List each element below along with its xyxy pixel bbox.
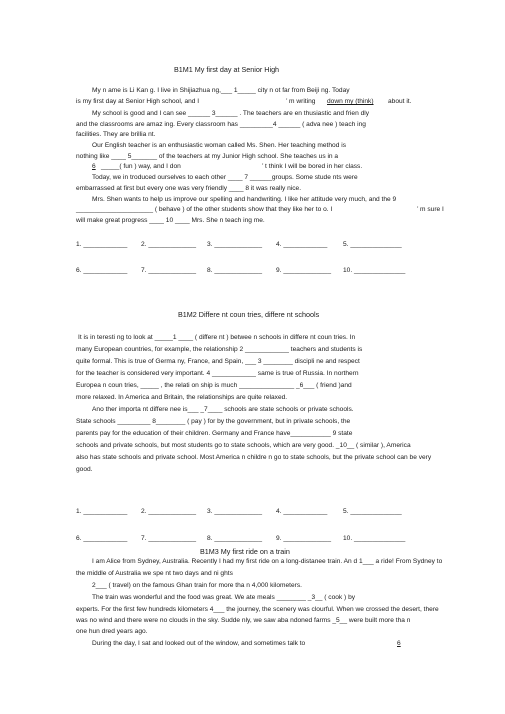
paragraph-line: ’ m writing [286,98,316,105]
paragraph-line: will make great progress ____ 10 ____ Mrs. She n teach ing me. [76,217,265,224]
paragraph-line: I am Alice from Sydney, Australia. Recently I had my first ride on a long-distanee train. An d 1___ a ride! From Sydney to [92,558,443,565]
answer-blank[interactable]: 8. _____________ [207,535,263,542]
paragraph-line: also has state schools and private school. Most America n childre n go to state schools, but the private school can be very [76,454,432,461]
answer-blank[interactable]: 10. ______________ [343,267,406,274]
paragraph-line: _____________________ ( behave ) of the other students show that they like her to o. I [76,206,333,213]
paragraph-line: Our English teacher is an enthusiastic woman called Ms. Shen. Her teaching method is [92,142,346,149]
answer-blank[interactable]: 8. _____________ [207,267,263,274]
blank-number: 6 [397,640,401,647]
section1-title: B1M1 My first day at Senior High [174,65,280,74]
answer-blank[interactable]: 4. ____________ [276,241,328,248]
answer-blank[interactable]: 1. ____________ [76,241,128,248]
paragraph-line: parents pay for the education of their children. Germany and France have___________ 9 state [76,430,353,437]
section3-title: B1M3 My first ride on a train [200,547,290,556]
paragraph-line: The train was wonderful and the food was great. We ate meals ________ _3__ ( cook ) by [92,594,356,601]
answer-blank[interactable]: 6. ____________ [76,267,128,274]
answer-blank[interactable]: 4. ____________ [276,508,328,515]
paragraph-line: good. [76,466,93,473]
paragraph-line: My school is good and I can see ______ 3______ . The teachers are en thusiastic and frien dly [92,110,369,117]
paragraph-line: nothing like ____ 5_______ of the teachers at my Junior High school. She teaches us in a [76,153,339,160]
paragraph-line: is my first day at Senior High school, and I [76,98,200,105]
paragraph-line: _____( fun ) way, and I don [101,163,181,170]
answer-blank[interactable]: 9. _____________ [276,535,332,542]
paragraph-line: schools and private schools, but most students go to state schools, which are very good. _10__ ( similar ), America [76,442,411,449]
paragraph-line: During the day, I sat and looked out of the window, and sometimes talk to [92,640,306,647]
paragraph-line: facilities. They are brillia nt. [76,131,156,138]
paragraph-line: ’ t think I will be bored in her class. [262,163,363,170]
paragraph-line: more relaxed. In America and Britain, the relationships are quite relaxed. [76,394,288,401]
answer-blank[interactable]: 5. ______________ [343,508,402,515]
paragraph-line: one hun dred years ago. [76,628,148,635]
paragraph-line: 2___ ( travel) on the famous Ghan train for more tha n 4,000 kilometers. [92,582,303,589]
paragraph-line: embarrassed at first but every one was very friendly ____ 8 it was really nice. [76,185,302,192]
answer-blank[interactable]: 5. ______________ [343,241,402,248]
answer-blank[interactable]: 1. ____________ [76,508,128,515]
answer-blank[interactable]: 2. _____________ [141,508,197,515]
paragraph-line: My n ame is Li Kan g. I live in Shijiazhua ng,___ 1_____ city n ot far from Beiji ng. Today [92,87,350,94]
blank-number: 6 [92,163,96,170]
paragraph-line: Europea n coun tries, _____ , the relati on ship is much _______________ _6___ ( friend )and [76,382,352,389]
paragraph-line: State schools _________ 8________ ( pay ) for by the government, but in private schools, the [76,418,351,425]
paragraph-line: for the teacher is considered very important. 4 ____________ same is true of Russia. In northern [76,370,359,377]
paragraph-line: and the classrooms are amaz ing. Every classroom has _________4 ______ ( adva nee ) teach ing [76,121,366,128]
answer-blank[interactable]: 7. _____________ [141,267,197,274]
section2-title: B1M2 Differe nt coun tries, differe nt schools [178,310,320,319]
answer-blank[interactable]: 3. _____________ [207,508,263,515]
paragraph-line: Today, we in troduced ourselves to each other ____ 7 ______groups. Some stude nts were [92,174,358,181]
answer-blank[interactable]: 2. _____________ [141,241,197,248]
paragraph-line: quite formal. This is true of Germa ny, France, and Spain, ___ 3 ________ discipli ne and respect [76,358,360,365]
paragraph-line: was no wind and there were no clouds in the sky. Sudde nly, we saw aba ndoned farms _5__ were built more tha n [76,617,411,624]
answer-blank[interactable]: 3. _____________ [207,241,263,248]
paragraph-line: It is in teresti ng to look at _____1 ____ ( differe nt ) betwee n schools in differe nt coun tries. In [78,334,356,341]
answer-blank[interactable]: 9. _____________ [276,267,332,274]
paragraph-line: the middle of Australia we spe nt two days and ni ghts [76,570,233,577]
paragraph-line: ’ m sure I [417,206,444,213]
answer-blank[interactable]: 7. _____________ [141,535,197,542]
paragraph-line: experts. For the first few hundreds kilometers 4___ the journey, the scenery was clourful. When we crossed the desert, there [76,606,439,613]
paragraph-line: Ano ther importa nt differe nee is___ _7____ schools are state schools or private schools. [92,406,354,413]
paragraph-line: many European countries, for example, the relationship 2 ____________ teachers and students is [76,346,363,353]
answer-blank[interactable]: 10. ______________ [343,535,406,542]
underlined-phrase: down my (think) [327,98,374,105]
paragraph-line: about it. [388,98,412,105]
answer-blank[interactable]: 6. ____________ [76,535,128,542]
paragraph-line: Mrs. Shen wants to help us improve our spelling and handwriting. I like her attitude very much, and the 9 [92,196,397,203]
